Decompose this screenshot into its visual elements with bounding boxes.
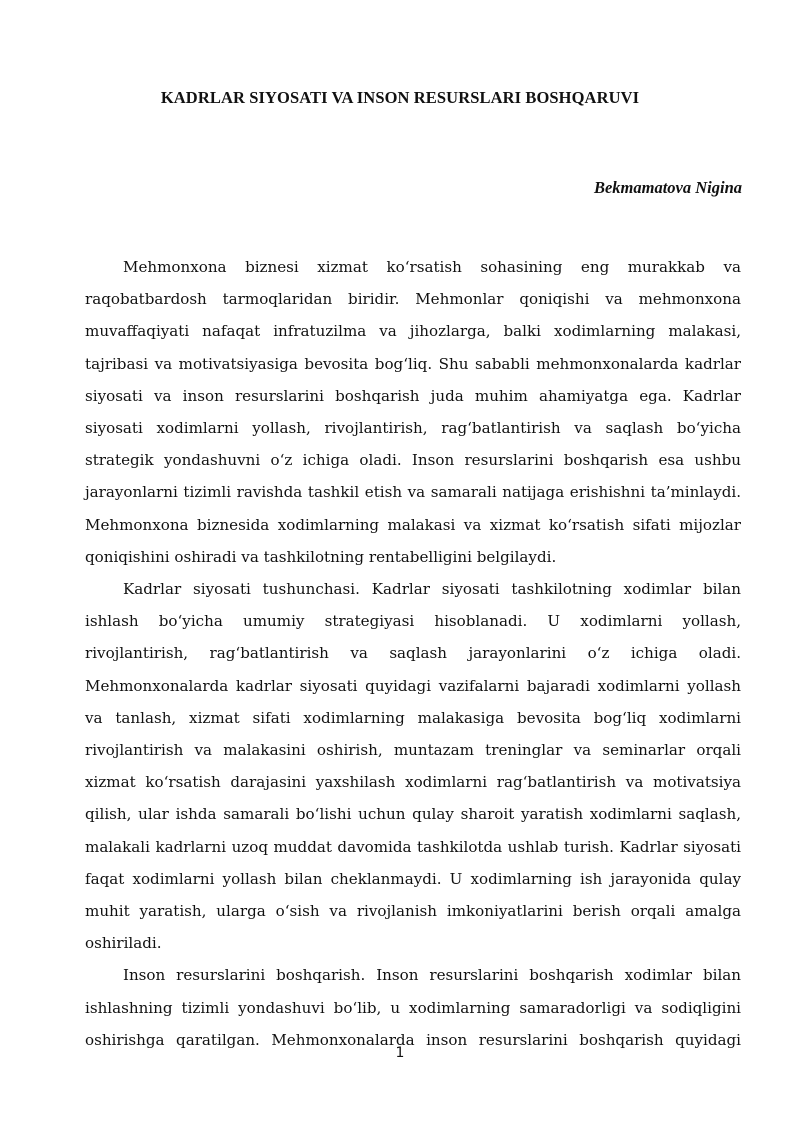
paragraph-hr-management: Inson resurslarini boshqarish. Inson resurslarini boshqarish xodimlar bilan ishlashning tizimli yondashuvi bo‘lib, u xodimlarning samaradorligi va sodiqligini oshirishga qaratilgan. Mehmonxonalarda inson resurslarini boshqarish quyidagi	[85, 966, 741, 1049]
document-body	[85, 251, 741, 1056]
author-name: Bekmamatova Nigina	[593, 178, 742, 197]
page-number: 1	[395, 1045, 405, 1061]
document-title: KADRLAR SIYOSATI VA INSON RESURSLARI BOSHQARUVI	[160, 88, 640, 107]
paragraph-intro: Mehmonxona biznesi xizmat ko‘rsatish sohasining eng murakkab va raqobatbardosh tarmoqlaridan biridir. Mehmonlar qoniqishi va mehmonxona muvaffaqiyati nafaqat infratuzilma va jihozlarga, balki xodimlarning malakasi, tajribasi va motivatsiyasiga bevosita bog‘liq. Shu sababli mehmonxonalarda kadrlar siyosati va inson resurslarini boshqarish juda muhim ahamiyatga ega. Kadrlar siyosati xodimlarni yollash, rivojlantirish, rag‘batlantirish va saqlash bo‘yicha strategik yondashuvni o‘z ichiga oladi. Inson resurslarini boshqarish esa ushbu jarayonlarni tizimli ravishda tashkil etish va samarali natijaga erishishni ta’minlaydi. Mehmonxona biznesida xodimlarning malakasi va xizmat ko‘rsatish sifati mijozlar qoniqishini oshiradi va tashkilotning rentabelligini belgilaydi.	[85, 258, 741, 566]
paragraph-personnel-policy: Kadrlar siyosati tushunchasi. Kadrlar siyosati tashkilotning xodimlar bilan ishlash bo‘yicha umumiy strategiyasi hisoblanadi. U xodimlarni yollash, rivojlantirish, rag‘batlantirish va saqlash jarayonlarini o‘z ichiga oladi. Mehmonxonalarda kadrlar siyosati quyidagi vazifalarni bajaradi xodimlarni yollash va tanlash, xizmat sifati xodimlarning malakasiga bevosita bog‘liq xodimlarni rivojlantirish va malakasini oshirish, muntazam treninglar va seminarlar orqali xizmat ko‘rsatish darajasini yaxshilash xodimlarni rag‘batlantirish va motivatsiya qilish, ular ishda samarali bo‘lishi uchun qulay sharoit yaratish xodimlarni saqlash, malakali kadrlarni uzoq muddat davomida tashkilotda ushlab turish. Kadrlar siyosati faqat xodimlarni yollash bilan cheklanmaydi. U xodimlarning ish jarayonida qulay muhit yaratish, ularga o‘sish va rivojlanish imkoniyatlarini berish orqali amalga oshiriladi.	[85, 580, 741, 953]
